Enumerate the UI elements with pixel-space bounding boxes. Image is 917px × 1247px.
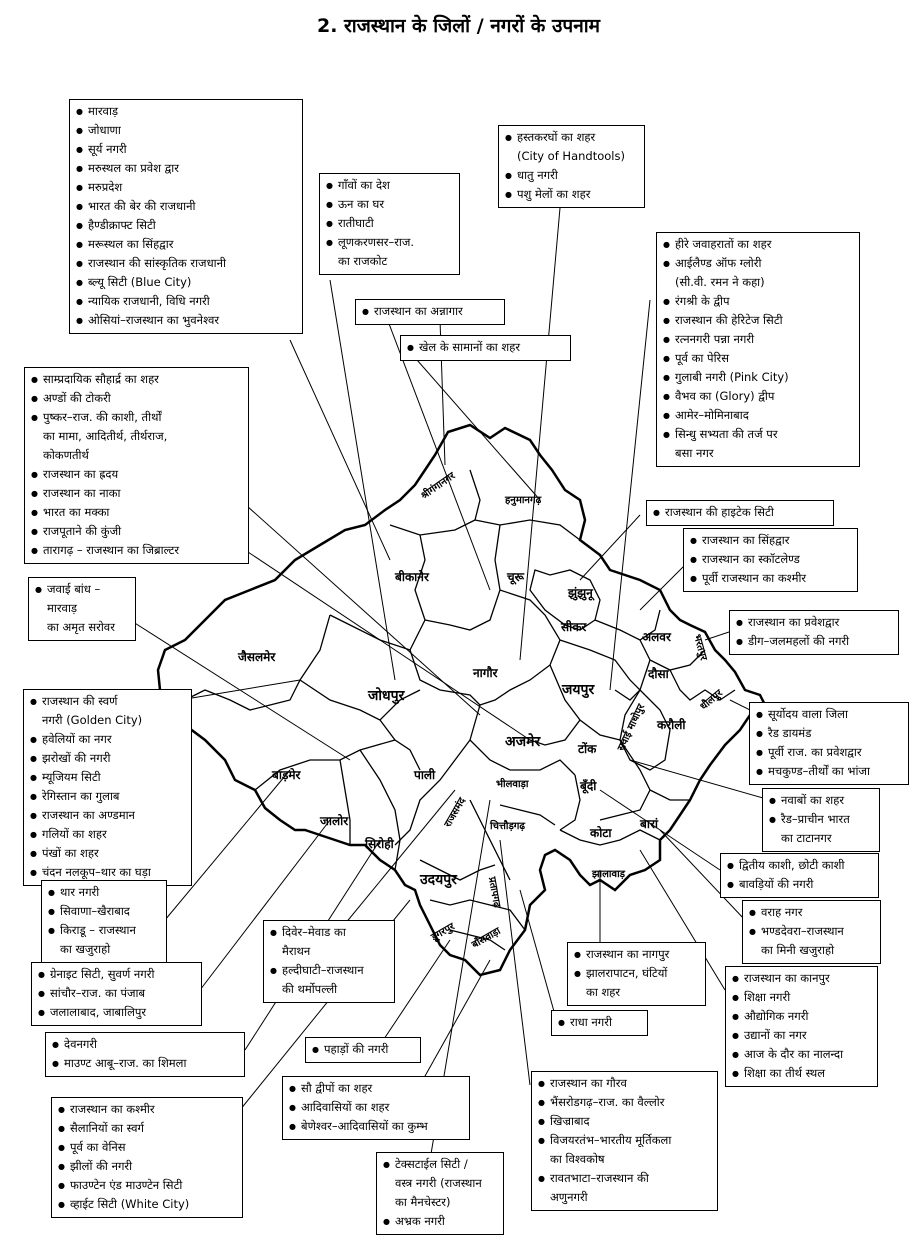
- nickname-item: ● झालरापाटन, घंटियों: [574, 964, 699, 983]
- nickname-item: ● सूर्योदय वाला जिला: [756, 705, 902, 724]
- nickname-item: ● शिक्षा नगरी: [732, 988, 871, 1007]
- district-jhalawar: झालावाड़: [592, 869, 626, 880]
- nickname-item: अणुनगरी: [550, 1190, 588, 1204]
- nickname-item: का राजकोट: [338, 254, 388, 268]
- nickname-item: ● पूर्व का वेनिस: [58, 1138, 236, 1157]
- nickname-item: ● पंखों का शहर: [30, 844, 185, 863]
- box-jalore: [31, 962, 202, 1026]
- nickname-item: ● दिवेर–मेवाड का: [270, 923, 388, 942]
- box-rajsamand: [263, 920, 395, 1003]
- nickname-item: ● आज के दौर का नालन्दा: [732, 1045, 871, 1064]
- box-alwar: [683, 528, 858, 592]
- nickname-item: ● राजस्थान का अन्नागार: [362, 302, 498, 321]
- nickname-item: ● गाँवों का देश: [326, 176, 453, 195]
- nickname-item: ● जलालाबाद, जाबालिपुर: [38, 1003, 195, 1022]
- nickname-item: ● चंदन नलकूप–थार का घड़ा: [30, 863, 185, 882]
- nickname-item: ● खेल के सामानों का शहर: [407, 338, 564, 357]
- box-sriganganagar: [355, 299, 505, 325]
- box-bharatpur: [729, 610, 899, 655]
- nickname-item: ● भण्डदेवरा–राजस्थान: [749, 922, 874, 941]
- nickname-item: ● अण्डों की टोकरी: [31, 389, 242, 408]
- nickname-item: ● देवनगरी: [52, 1035, 238, 1054]
- district-barmer: बाड़मेर: [272, 768, 301, 782]
- box-barmer: [41, 880, 167, 963]
- nickname-item: का शहर: [586, 985, 621, 999]
- nickname-item: का अमृत सरोवर: [47, 620, 115, 634]
- nickname-item: ● भारत की बेर की राजधानी: [76, 197, 296, 216]
- nickname-item: ● अभ्रक नगरी: [383, 1212, 497, 1231]
- box-baran: [742, 900, 881, 964]
- box-bundi: [720, 853, 879, 898]
- nickname-item: ● पुष्कर–राज. की काशी, तीर्थों: [31, 408, 242, 427]
- district-jhunjhunu: झुंझुनू: [568, 586, 593, 600]
- nickname-item: ● राजस्थान का प्रवेशद्वार: [736, 613, 892, 632]
- nickname-item: ● माउण्ट आबू–राज. का शिमला: [52, 1054, 238, 1073]
- nickname-item: ● नवाबों का शहर: [769, 791, 873, 810]
- nickname-item: ● द्वितीय काशी, छोटी काशी: [727, 856, 872, 875]
- nickname-item: ● सैलानियों का स्वर्ग: [58, 1119, 236, 1138]
- nickname-item: ● राजस्थान का नागपुर: [574, 945, 699, 964]
- nickname-item: ● जवाई बांध –: [35, 580, 129, 599]
- nickname-item: ● तारागढ़ – राजस्थान का जिब्राल्टर: [31, 541, 242, 560]
- district-jaisalmer: जैसलमेर: [238, 650, 276, 664]
- nickname-item: ● आमेर–मोमिनाबाद: [663, 406, 853, 425]
- district-banswara: बाँसवाड़ा: [470, 925, 503, 951]
- nickname-item: ● राजस्थान का कानपुर: [732, 969, 871, 988]
- district-bundi: बूँदी: [580, 779, 597, 793]
- nickname-item: ● पूर्व का पेरिस: [663, 349, 853, 368]
- district-tonk: टोंक: [578, 742, 597, 756]
- box-nagaur: [498, 125, 645, 208]
- district-ajmer: अजमेर: [505, 734, 541, 750]
- nickname-item: ● राजस्थान का अण्डमान: [30, 806, 185, 825]
- nickname-item: का विश्वकोष: [550, 1152, 605, 1166]
- district-bhilwara: भीलवाड़ा: [496, 779, 529, 790]
- box-bhilwara: [376, 1152, 504, 1235]
- box-pratapgarh: [551, 1010, 648, 1036]
- nickname-item: बसा नगर: [675, 446, 714, 460]
- box-chittorgarh: [531, 1071, 718, 1211]
- nickname-item: ● पूर्वी राज. का प्रवेशद्वार: [756, 743, 902, 762]
- district-pratapgarh: प्रतापगढ़: [485, 876, 503, 909]
- district-karauli: करौली: [657, 718, 686, 732]
- box-tonk: [762, 788, 880, 852]
- district-nagaur: नागौर: [473, 666, 498, 680]
- nickname-item: ● बेणेश्वर–आदिवासियों का कुम्भ: [289, 1117, 463, 1136]
- nickname-item: ● हल्दीघाटी–राजस्थान: [270, 961, 388, 980]
- district-jalore: जालोर: [320, 814, 349, 828]
- nickname-item: मारवाड़: [47, 601, 78, 615]
- district-dausa: दौसा: [648, 667, 669, 681]
- nickname-item: ● राजस्थान का कश्मीर: [58, 1100, 236, 1119]
- district-udaipur: उदयपुर: [420, 872, 457, 888]
- nickname-item: ● झीलों की नगरी: [58, 1157, 236, 1176]
- nickname-item: ● साम्प्रदायिक सौहार्द्र का शहर: [31, 370, 242, 389]
- nickname-item: ● डीग–जलमहलों की नगरी: [736, 632, 892, 651]
- box-banswara: [282, 1076, 470, 1140]
- nickname-item: ● सिवाणा–खैराबाद: [48, 902, 160, 921]
- district-chittorgarh: चित्तौड़गढ़: [490, 821, 526, 832]
- nickname-item: ● जोधाणा: [76, 121, 296, 140]
- box-kota: [725, 966, 878, 1087]
- nickname-item: ● सिन्धु सभ्यता की तर्ज पर: [663, 425, 853, 444]
- nickname-item: ● राजस्थान का ह्रदय: [31, 465, 242, 484]
- nickname-item: ● औद्योगिक नगरी: [732, 1007, 871, 1026]
- nickname-item: का मिनी खजुराहो: [761, 943, 835, 957]
- nickname-item: ● रातीघाटी: [326, 214, 453, 233]
- nickname-item: ● न्यायिक राजधानी, विधि नगरी: [76, 292, 296, 311]
- nickname-item: ● मरुप्रदेश: [76, 178, 296, 197]
- box-jodhpur: [69, 99, 303, 334]
- nickname-item: ● टेक्सटाईल सिटी /: [383, 1155, 497, 1174]
- nickname-item: ● राजस्थान की स्वर्ण: [30, 692, 185, 711]
- nickname-item: ● रैड डायमंड: [756, 724, 902, 743]
- nickname-item: ● आईलैण्ड ऑफ ग्लोरी: [663, 254, 853, 273]
- nickname-item: ● भारत का मक्का: [31, 503, 242, 522]
- nickname-item: ● मचकुण्ड–तीर्थों का भांजा: [756, 762, 902, 781]
- box-sirohi: [45, 1032, 245, 1077]
- district-hanumangarh: हनुमानगढ़: [505, 495, 542, 506]
- nickname-item: का टाटानगर: [781, 831, 832, 845]
- district-jodhpur: जोधपुर: [368, 688, 405, 704]
- nickname-item: नगरी (Golden City): [42, 713, 143, 727]
- nickname-item: ● उद्यानों का नगर: [732, 1026, 871, 1045]
- nickname-item: ● बावड़ियों की नगरी: [727, 875, 872, 894]
- district-sikar: सीकर: [561, 620, 587, 634]
- district-sawaimadhopur: सवाई माधोपुर: [615, 702, 648, 753]
- nickname-item: ● रावतभाटा–राजस्थान की: [538, 1169, 711, 1188]
- nickname-item: ● गलियों का शहर: [30, 825, 185, 844]
- box-jaipur: [656, 232, 860, 467]
- nickname-item: ● हैण्डीक्राफ्ट सिटी: [76, 216, 296, 235]
- district-bharatpur: भरतपुर: [691, 633, 709, 662]
- district-pali: पाली: [414, 768, 436, 782]
- district-sirohi: सिरोही: [365, 837, 394, 851]
- nickname-item: ● गुलाबी नगरी (Pink City): [663, 368, 853, 387]
- nickname-item: ● सांचौर–राज. का पंजाब: [38, 984, 195, 1003]
- nickname-item: ● रत्ननगरी पन्ना नगरी: [663, 330, 853, 349]
- nickname-item: ● किराडू – राजस्थान: [48, 921, 160, 940]
- nickname-item: ● ऊन का घर: [326, 195, 453, 214]
- nickname-item: ● विजयरतंभ–भारतीय मूर्तिकला: [538, 1131, 711, 1150]
- nickname-item: ● थार नगरी: [48, 883, 160, 902]
- box-jaisalmer: [23, 689, 192, 886]
- nickname-item: (सी.वी. रमन ने कहा): [675, 275, 765, 289]
- nickname-item: ● हीरे जवाहरातों का शहर: [663, 235, 853, 254]
- nickname-item: का मैनचेस्टर): [395, 1195, 451, 1209]
- box-sikar: [646, 500, 834, 526]
- page-title: 2. राजस्थान के जिलों / नगरों के उपनाम: [316, 15, 601, 37]
- nickname-item: ● राजपूताने की कुंजी: [31, 522, 242, 541]
- nickname-item: ● राजस्थान का स्कॉटलेण्ड: [690, 550, 851, 569]
- nickname-item: ● सौ द्वीपों का शहर: [289, 1079, 463, 1098]
- nickname-item: ● राजस्थान का गौरव: [538, 1074, 711, 1093]
- box-dungarpur: [305, 1037, 421, 1063]
- nickname-item: की थर्मोपल्ली: [282, 982, 338, 996]
- nickname-item: ● राजस्थान की सांस्कृतिक राजधानी: [76, 254, 296, 273]
- nickname-item: ● ग्रेनाइट सिटी, सुवर्ण नगरी: [38, 965, 195, 984]
- nickname-item: कोकणतीर्थ: [43, 448, 89, 462]
- nickname-item: ● ओसियां–राजस्थान का भुवनेश्वर: [76, 311, 296, 330]
- nickname-item: ● पहाड़ों की नगरी: [312, 1040, 414, 1059]
- box-udaipur: [51, 1097, 243, 1218]
- nickname-item: का मामा, आदितीर्थ, तीर्थराज,: [43, 429, 168, 443]
- nickname-item: ● रेगिस्तान का गुलाब: [30, 787, 185, 806]
- box-jhalawar: [567, 942, 706, 1006]
- nickname-item: ● व्हाईट सिटी (White City): [58, 1195, 236, 1214]
- nickname-item: ● झरोखों की नगरी: [30, 749, 185, 768]
- nickname-item: वस्त्र नगरी (राजस्थान: [395, 1176, 482, 1190]
- nickname-item: ● ब्ल्यू सिटी (Blue City): [76, 273, 296, 292]
- nickname-item: ● शिक्षा का तीर्थ स्थल: [732, 1064, 871, 1083]
- district-baran: बारां: [640, 817, 658, 831]
- district-rajsamand: राजसमंद: [442, 796, 469, 830]
- nickname-item: ● लूणकरणसर–राज.: [326, 233, 453, 252]
- nickname-item: ● मरुस्थल का प्रवेश द्वार: [76, 159, 296, 178]
- nickname-item: ● राजस्थान का सिंहद्वार: [690, 531, 851, 550]
- district-churu: चूरू: [507, 570, 524, 584]
- district-kota: कोटा: [590, 826, 612, 840]
- box-ajmer: [24, 367, 249, 564]
- nickname-item: का खजुराहो: [60, 942, 111, 956]
- nickname-item: ● राधा नगरी: [558, 1013, 641, 1032]
- district-alwar: अलवर: [642, 630, 671, 644]
- nickname-item: (City of Handtools): [517, 149, 625, 163]
- nickname-item: ● आदिवासियों का शहर: [289, 1098, 463, 1117]
- district-jaipur: जयपुर: [562, 682, 595, 698]
- nickname-item: ● राजस्थान की हेरिटेज सिटी: [663, 311, 853, 330]
- nickname-item: ● मारवाड़: [76, 102, 296, 121]
- nickname-item: ● पूर्वी राजस्थान का कश्मीर: [690, 569, 851, 588]
- district-sriganganagar: श्रीगंगानगर: [419, 470, 458, 502]
- nickname-item: ● हस्तकरघों का शहर: [505, 128, 638, 147]
- nickname-item: ● रैड–प्राचीन भारत: [769, 810, 873, 829]
- nickname-item: ● मरूस्थल का सिंहद्वार: [76, 235, 296, 254]
- nickname-item: ● रंगश्री के द्वीप: [663, 292, 853, 311]
- nickname-item: ● हवेलियों का नगर: [30, 730, 185, 749]
- nickname-item: ● खिज्राबाद: [538, 1112, 711, 1131]
- box-bikaner: [319, 173, 460, 275]
- nickname-item: ● फाउण्टेन एंड माउण्टेन सिटी: [58, 1176, 236, 1195]
- nickname-item: ● वैभव का (Glory) द्वीप: [663, 387, 853, 406]
- nickname-item: ● भैंसरोडगढ़–राज. का वैल्लोर: [538, 1093, 711, 1112]
- nickname-item: मैराथन: [282, 944, 311, 958]
- box-pali: [28, 577, 136, 641]
- nickname-item: ● राजस्थान का नाका: [31, 484, 242, 503]
- nickname-item: ● पशु मेलों का शहर: [505, 185, 638, 204]
- box-dholpur: [749, 702, 909, 785]
- nickname-item: ● राजस्थान की हाइटेक सिटी: [653, 503, 827, 522]
- nickname-item: ● धातु नगरी: [505, 166, 638, 185]
- nickname-item: ● वराह नगर: [749, 903, 874, 922]
- district-bikaner: बीकानेर: [395, 570, 429, 584]
- district-dholpur: धौलपुर: [698, 687, 725, 713]
- nickname-item: ● सूर्य नगरी: [76, 140, 296, 159]
- nickname-item: ● म्यूजियम सिटी: [30, 768, 185, 787]
- box-hanumangarh: [400, 335, 571, 361]
- district-dungarpur: डूंगरपुर: [429, 921, 457, 944]
